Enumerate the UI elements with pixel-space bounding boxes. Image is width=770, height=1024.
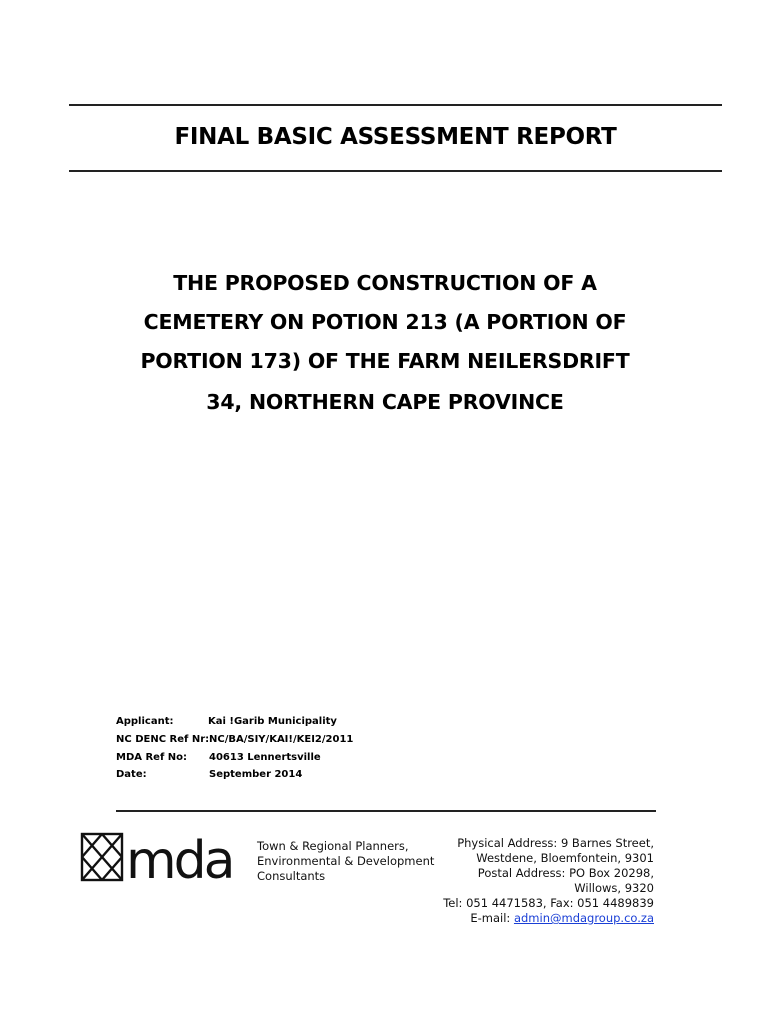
project-title-line-4: 34, NORTHERN CAPE PROVINCE — [206, 390, 564, 414]
physical-address-line: Physical Address: 9 Barnes Street, — [457, 836, 654, 850]
project-title-line-1: THE PROPOSED CONSTRUCTION OF A — [173, 271, 597, 295]
email-line — [443, 911, 654, 926]
title-divider — [69, 170, 722, 172]
applicant-value: Kai !Garib Municipality — [208, 716, 337, 727]
footer-divider — [116, 810, 656, 812]
denc-ref-label: NC DENC Ref Nr: — [116, 734, 210, 745]
tagline-line-3: Consultants — [257, 869, 326, 883]
postal-address-city: Willows, 9320 — [574, 881, 654, 895]
project-title-line-3: PORTION 173) OF THE FARM NEILERSDRIFT — [140, 349, 630, 373]
date-value: September 2014 — [209, 769, 303, 780]
tagline-line-2: Environmental & Development — [257, 854, 435, 868]
postal-address-line: Postal Address: PO Box 20298, — [477, 866, 654, 880]
company-tagline — [257, 839, 434, 884]
denc-ref-value: NC/BA/SIY/KAI!/KEI2/2011 — [209, 734, 354, 745]
mda-ref-value: 40613 Lennertsville — [209, 752, 321, 763]
contact-block — [443, 836, 654, 926]
physical-address-city: Westdene, Bloemfontein, 9301 — [476, 851, 654, 865]
tagline-line-1: Town & Regional Planners, — [257, 839, 409, 853]
mda-ref-label: MDA Ref No: — [116, 752, 188, 763]
project-title-line-2: CEMETERY ON POTION 213 (A PORTION OF — [143, 310, 627, 334]
email-prefix: E-mail: — [470, 911, 514, 925]
tel-fax-line: Tel: 051 4471583, Fax: 051 4489839 — [443, 896, 654, 910]
applicant-label: Applicant: — [116, 716, 174, 727]
email-link[interactable]: admin@mdagroup.co.za — [513, 911, 654, 925]
mda-logo-mark-icon — [82, 834, 122, 880]
top-divider — [69, 104, 722, 106]
report-title: FINAL BASIC ASSESSMENT REPORT — [174, 124, 617, 150]
date-label: Date: — [116, 769, 147, 780]
mda-logo-wordmark: mda — [126, 832, 233, 882]
mda-logo — [80, 832, 246, 882]
